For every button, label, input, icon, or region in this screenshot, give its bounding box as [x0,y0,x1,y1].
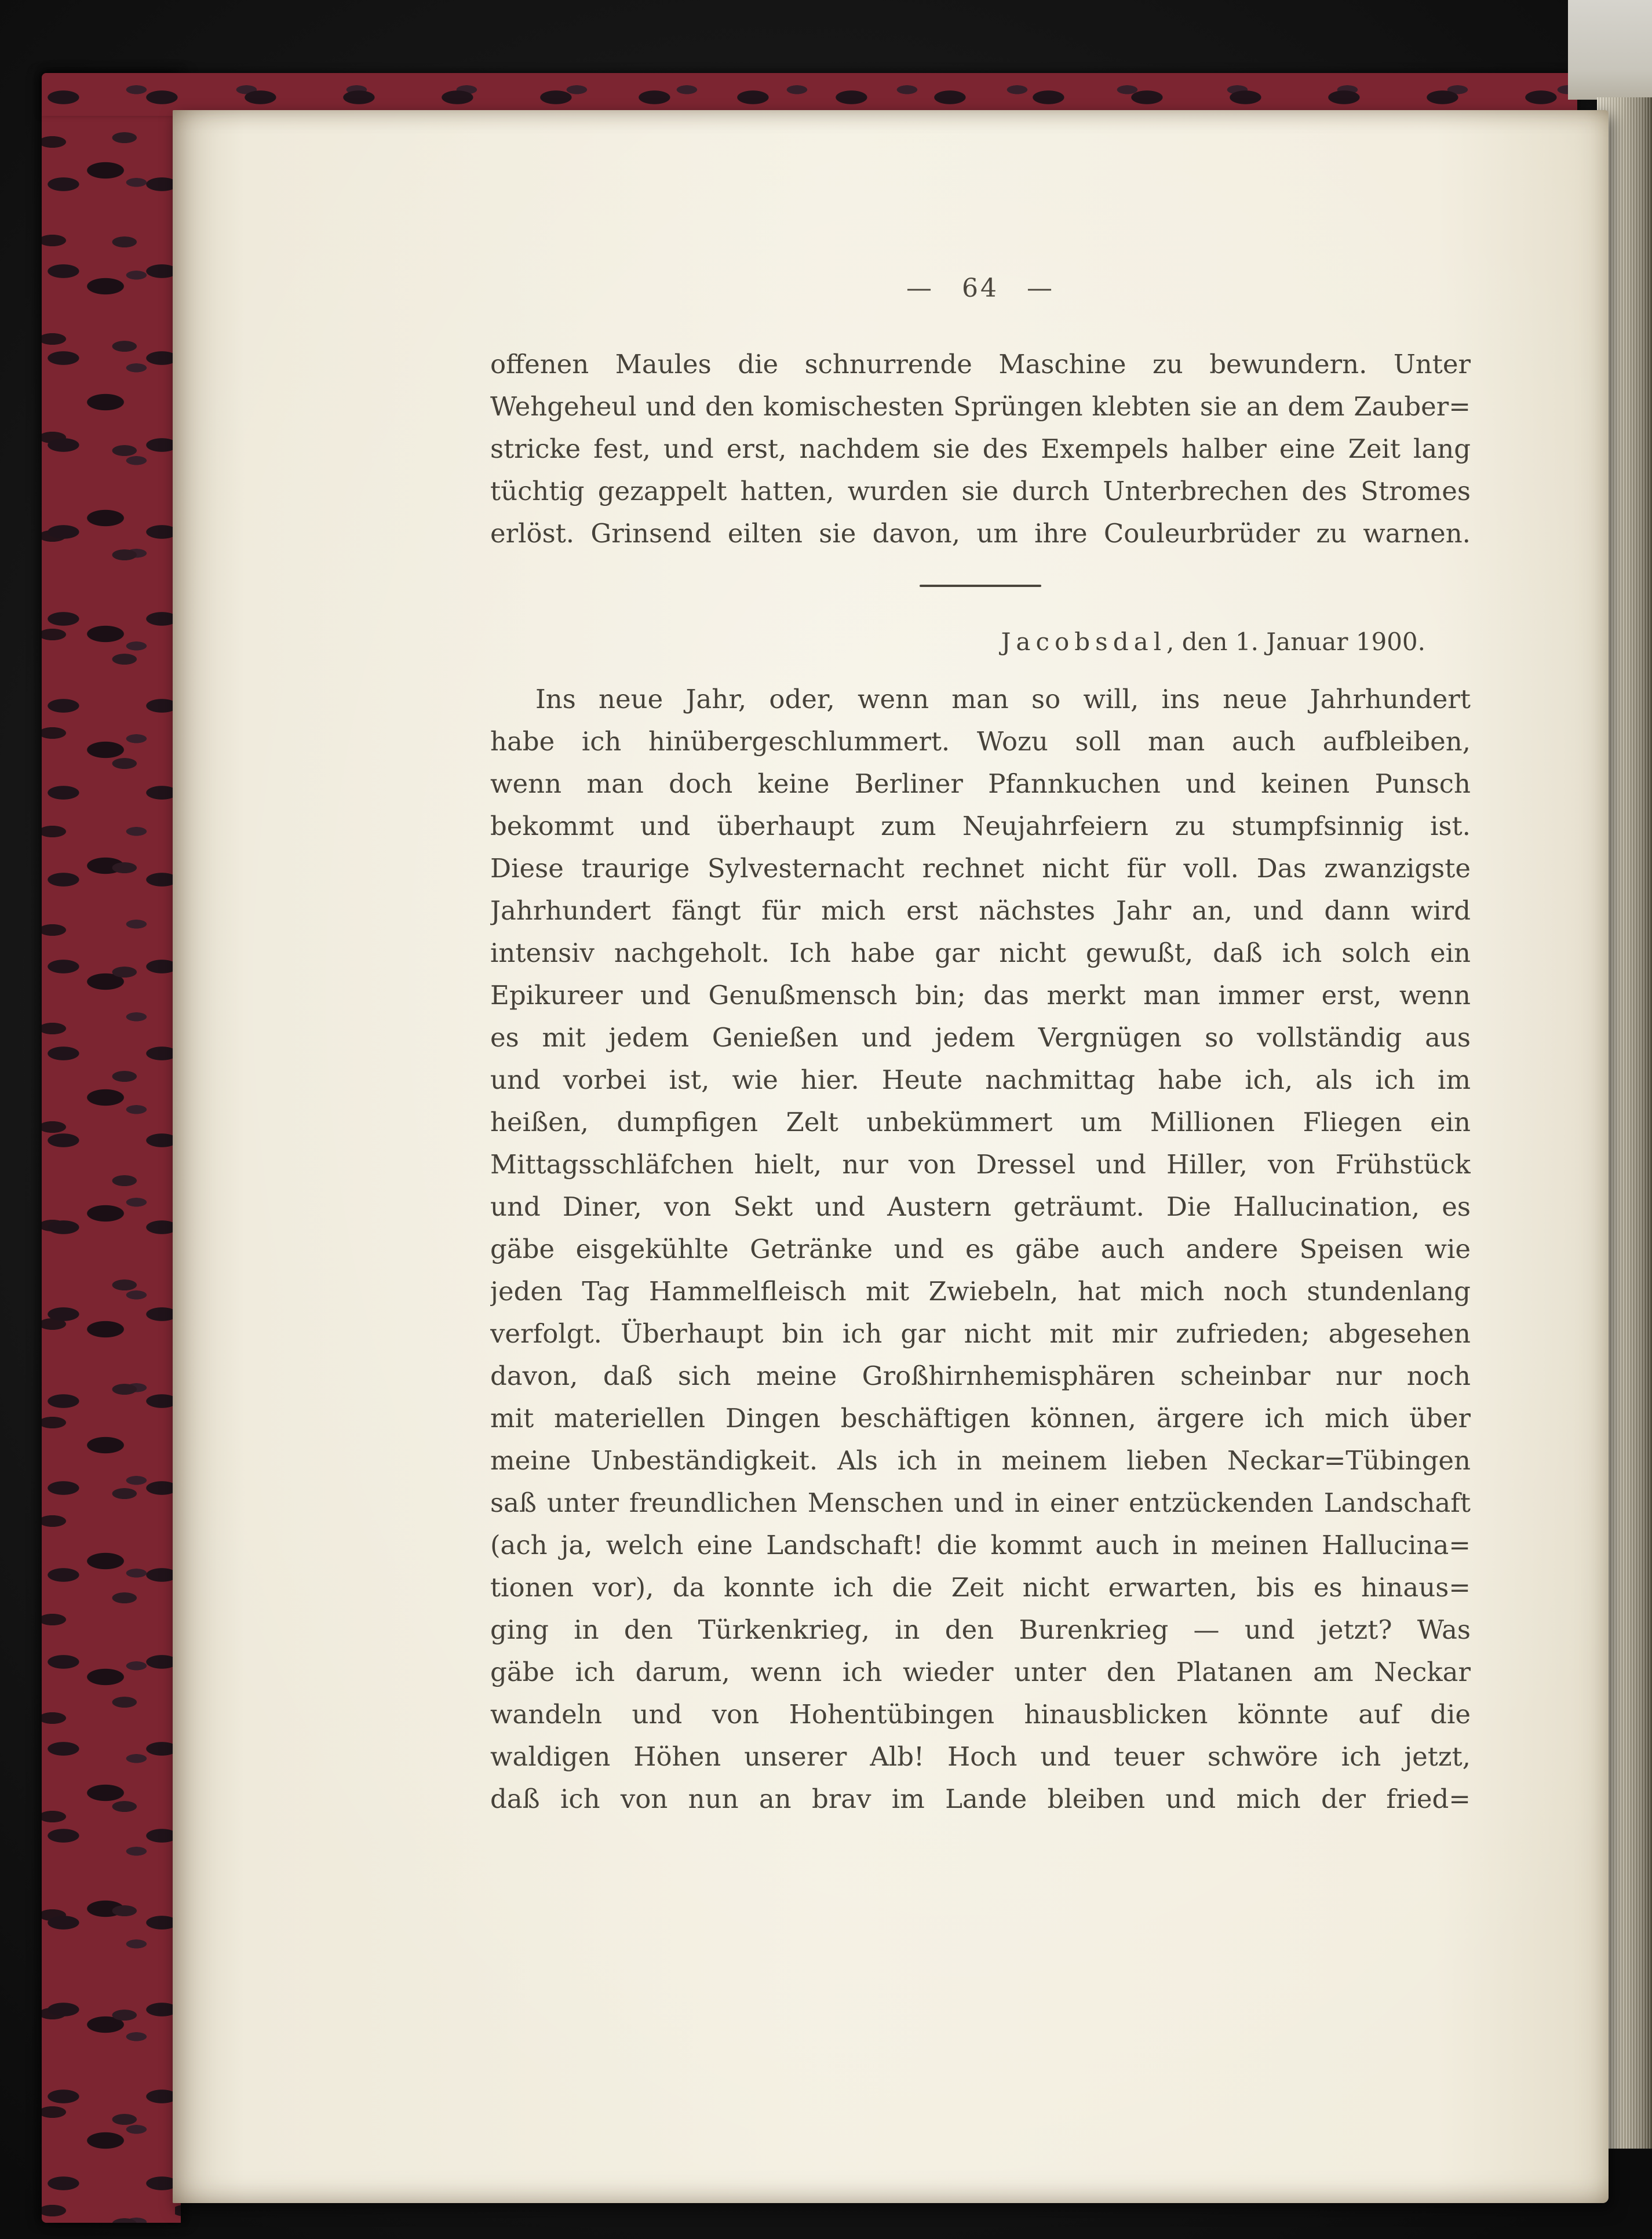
dateline-date: , den 1. Januar 1900. [1166,628,1425,656]
text-line: waldigen Höhen unserer Alb! Hoch und teuer schwöre ich jetzt, [490,1741,1471,1772]
dateline [490,621,1471,663]
text-line: Diese traurige Sylvesternacht rechnet nicht für voll. Das zwanzigste [490,853,1471,884]
text-line: und Diner, von Sekt und Austern geträumt. Die Hallucination, es [490,1191,1471,1222]
text-line: habe ich hinübergeschlummert. Wozu soll man auch aufbleiben, [490,726,1471,757]
text-line: Jahrhundert fängt für mich erst nächstes Jahr an, und dann wird [490,895,1471,926]
text-line: ging in den Türkenkrieg, in den Burenkrieg — und jetzt? Was [490,1614,1471,1645]
text-line: davon, daß sich meine Großhirnhemisphären scheinbar nur noch [490,1361,1471,1391]
text-line: Epikureer und Genußmensch bin; das merkt man immer erst, wenn [490,980,1471,1011]
text-line: gäbe eisgekühlte Getränke und es gäbe auch andere Speisen wie [490,1234,1471,1264]
text-line: intensiv nachgeholt. Ich habe gar nicht gewußt, daß ich solch ein [490,938,1471,968]
paragraph-2 [490,678,1471,1820]
text-line: Ins neue Jahr, oder, wenn man so will, ins neue Jahrhundert [535,684,1471,714]
text-line: erlöst. Grinsend eilten sie davon, um ihre Couleurbrüder zu warnen. [490,518,1471,549]
text-line: gäbe ich darum, wenn ich wieder unter den Platanen am Neckar [490,1657,1471,1687]
text-line: meine Unbeständigkeit. Als ich in meinem lieben Neckar=Tübingen [490,1445,1471,1476]
text-line: mit materiellen Dingen beschäftigen können, ärgere ich mich über [490,1403,1471,1434]
text-line: wenn man doch keine Berliner Pfannkuchen und keinen Punsch [490,768,1471,799]
text-line: und vorbei ist, wie hier. Heute nachmittag habe ich, als ich im [490,1064,1471,1095]
text-line: Wehgeheul und den komischesten Sprüngen klebten sie an dem Zauber= [490,391,1471,422]
text-line: tüchtig gezappelt hatten, wurden sie durch Unterbrechen des Stromes [490,476,1471,506]
book-cover-spine [42,73,181,2223]
text-line: saß unter freundlichen Menschen und in einer entzückenden Landschaft [490,1487,1471,1518]
text-line: Mittagsschläfchen hielt, nur von Dressel und Hiller, von Frühstück [490,1149,1471,1180]
underlying-page-corner [1568,0,1652,100]
text-line: bekommt und überhaupt zum Neujahrfeiern zu stumpfsinnig ist. [490,811,1471,841]
page-number: — 64 — [906,274,1055,303]
section-divider [920,585,1041,587]
paragraph-1 [490,343,1471,555]
book-page [173,110,1609,2203]
book-cover-top-edge [42,73,1577,116]
text-block [490,343,1471,1820]
text-line: (ach ja, welch eine Landschaft! die kommt auch in meinen Hallucina= [490,1530,1471,1560]
text-line: heißen, dumpfigen Zelt unbekümmert um Millionen Fliegen ein [490,1107,1471,1137]
text-line: stricke fest, und erst, nachdem sie des Exempels halber eine Zeit lang [490,433,1471,464]
text-line: jeden Tag Hammelfleisch mit Zwiebeln, hat mich noch stundenlang [490,1276,1471,1307]
dateline-place: Jacobsdal [1001,628,1167,656]
text-line: tionen vor), da konnte ich die Zeit nicht erwarten, bis es hinaus= [490,1572,1471,1603]
text-line: verfolgt. Überhaupt bin ich gar nicht mit mir zufrieden; abgesehen [490,1318,1471,1349]
text-line: es mit jedem Genießen und jedem Vergnügen so vollständig aus [490,1022,1471,1053]
text-line: offenen Maules die schnurrende Maschine zu bewundern. Unter [490,349,1471,380]
text-line: wandeln und von Hohentübingen hinausblicken könnte auf die [490,1699,1471,1730]
text-line: daß ich von nun an brav im Lande bleiben und mich der fried= [490,1784,1471,1814]
